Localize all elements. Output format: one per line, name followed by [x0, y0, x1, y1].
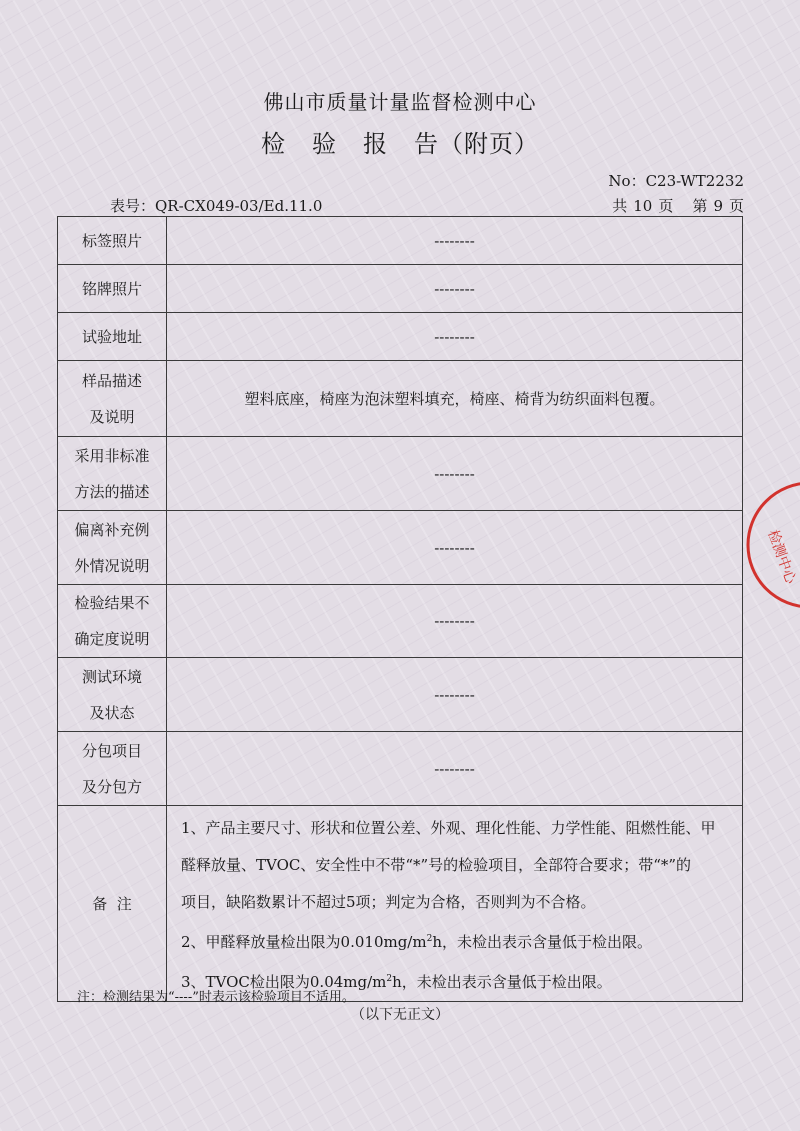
row-label — [58, 265, 167, 313]
report-table — [57, 216, 743, 1002]
title-part-4: 告（附页） — [414, 130, 539, 158]
row-label — [58, 313, 167, 361]
table-row — [58, 585, 743, 658]
row-label-line: 偏离补充例 — [74, 520, 150, 539]
row-value: -------- — [167, 658, 743, 732]
row-value: -------- — [167, 585, 743, 658]
page-unit: 页 — [658, 197, 674, 215]
footnote: 注：检测结果为“----”时表示该检验项目不适用。 — [77, 990, 355, 1005]
official-seal — [740, 470, 800, 620]
table-row — [58, 658, 743, 732]
row-label-line: 及状态 — [89, 703, 135, 722]
table-row — [58, 732, 743, 806]
row-label-line: 及分包方 — [81, 777, 142, 796]
remarks-label: 备 注 — [58, 806, 167, 1002]
row-label-line: 样品描述 — [81, 371, 142, 390]
row-label-line: 试验地址 — [81, 327, 142, 346]
row-label-line: 及说明 — [89, 407, 135, 426]
row-label-line: 分包项目 — [81, 741, 142, 760]
seal-text: 检测中心 — [764, 527, 799, 586]
remarks-item-2-suffix: h，未检出表示含量低于检出限。 — [432, 933, 652, 951]
row-label — [58, 511, 167, 585]
row-label-line: 检验结果不 — [74, 594, 150, 612]
row-label-line: 方法的描述 — [74, 482, 150, 501]
table-row — [58, 437, 743, 511]
row-label — [58, 585, 167, 658]
table-row — [58, 313, 743, 361]
remarks-item-3-sup: 2 — [386, 974, 393, 984]
title-part-1: 检 — [261, 130, 286, 158]
page-current-prefix: 第 — [692, 197, 708, 215]
sample-description: 塑料底座，椅座为泡沫塑料填充，椅座、椅背为纺织面料包覆。 — [167, 361, 743, 437]
row-label — [58, 217, 167, 265]
report-number: No：C23-WT2232 — [608, 172, 744, 190]
remarks-item-3-text: 3、TVOC检出限为0.04mg/m — [181, 973, 387, 991]
row-label-line: 铭牌照片 — [81, 279, 142, 298]
row-value: -------- — [167, 437, 743, 511]
remarks-item-2 — [181, 921, 732, 961]
report-title — [0, 124, 800, 159]
row-label — [58, 437, 167, 511]
row-label-line: 测试环境 — [81, 667, 142, 686]
page-info — [612, 195, 744, 216]
remarks-item-2-sup: 2 — [426, 934, 433, 944]
title-part-2: 验 — [312, 130, 337, 158]
remarks-item-1-line-2: 醛释放量、TVOC、安全性中不带“*”号的检验项目，全部符合要求；带“*”的 — [181, 856, 692, 874]
page-current: 9 — [713, 197, 723, 215]
row-value: -------- — [167, 217, 743, 265]
row-label-line: 采用非标准 — [74, 446, 150, 465]
row-label — [58, 732, 167, 806]
table-row — [58, 217, 743, 265]
remarks-row — [58, 806, 743, 1002]
row-label-line: 外情况说明 — [74, 556, 150, 575]
row-value: -------- — [167, 265, 743, 313]
row-label-line: 标签照片 — [81, 231, 142, 250]
row-value: -------- — [167, 313, 743, 361]
remarks-item-1-line-1: 1、产品主要尺寸、形状和位置公差、外观、理化性能、力学性能、阻燃性能、甲 — [181, 819, 716, 837]
page-total: 10 — [633, 197, 653, 215]
remarks-content — [167, 806, 743, 1002]
form-number: 表号：QR-CX049-03/Ed.11.0 — [110, 197, 323, 215]
table-row — [58, 265, 743, 313]
page-current-unit: 页 — [728, 197, 744, 215]
organization-title: 佛山市质量计量监督检测中心 — [263, 90, 537, 114]
row-label — [58, 658, 167, 732]
table-row — [58, 511, 743, 585]
table-row — [58, 361, 743, 437]
row-value: -------- — [167, 732, 743, 806]
row-value: -------- — [167, 511, 743, 585]
page-total-prefix: 共 — [612, 197, 628, 215]
title-part-3: 报 — [363, 130, 388, 158]
remarks-item-2-text: 2、甲醛释放量检出限为0.010mg/m — [181, 933, 427, 951]
remarks-item-3-suffix: h，未检出表示含量低于检出限。 — [392, 973, 612, 991]
end-of-text: （以下无正文） — [351, 1007, 449, 1023]
row-label — [58, 361, 167, 437]
remarks-item-1-line-3: 项目，缺陷数累计不超过5项；判定为合格，否则判为不合格。 — [181, 893, 596, 911]
row-label-line: 确定度说明 — [74, 630, 150, 648]
